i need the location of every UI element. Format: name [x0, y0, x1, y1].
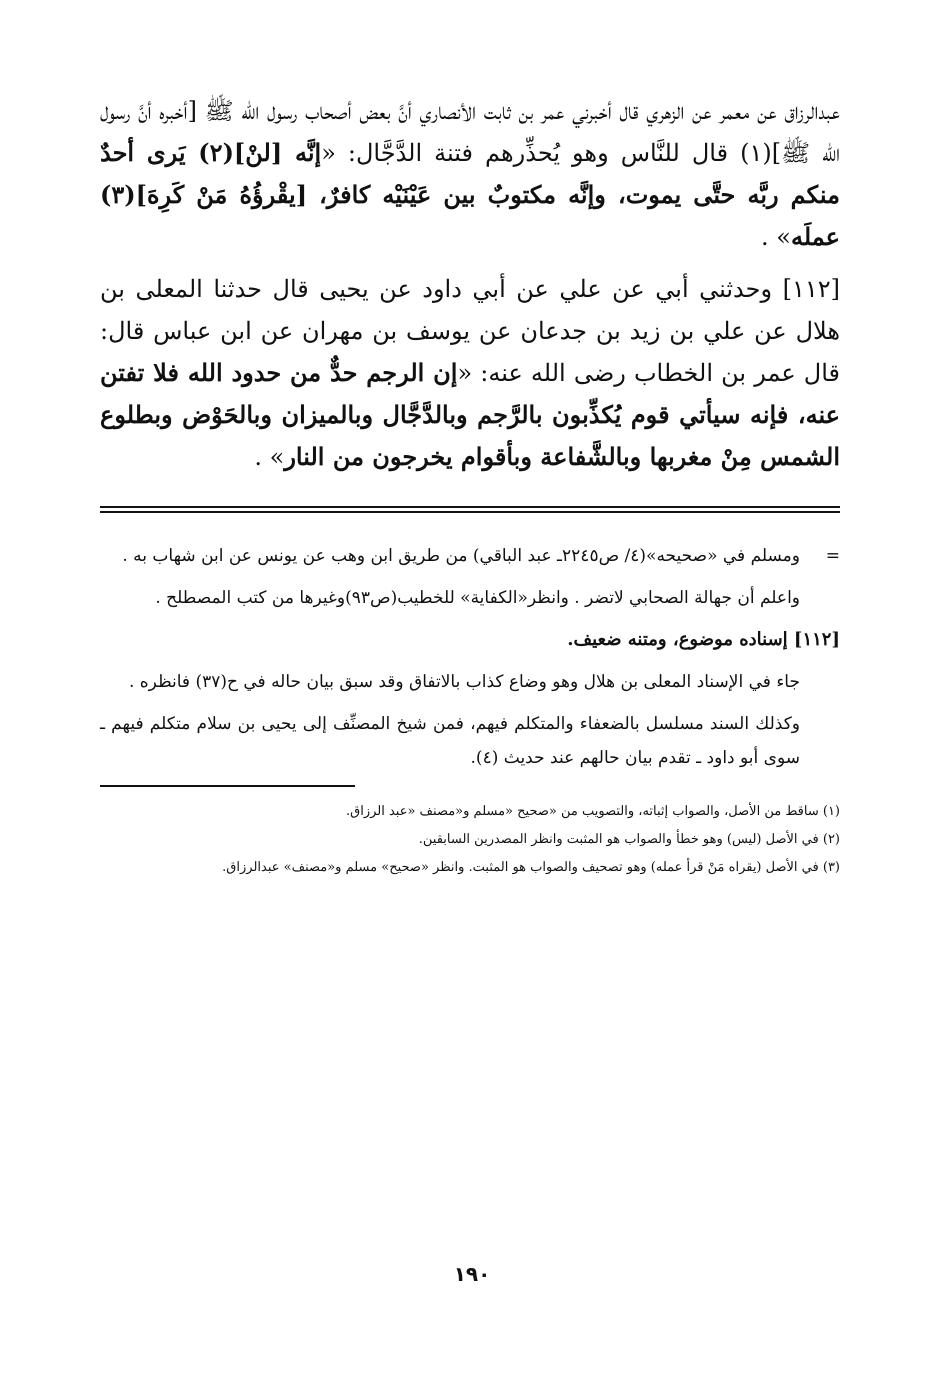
commentary [100, 539, 840, 775]
footnote-2: (٢) في الأصل (ليس) وهو خطأ والصواب هو المثبت وانظر المصدرين السابقين. [418, 832, 840, 847]
hadith-paragraph-2 [100, 268, 840, 478]
footnotes [100, 799, 840, 881]
footnote-1: (١) ساقط من الأصل، والصواب إثباته، والتصويب من «صحيح «مسلم و«مصنف «عبد الرزاق. [345, 804, 840, 819]
commentary-paragraph-4 [100, 707, 840, 775]
hadith-1-matn: إنَّه [لنْ](٢) يَرى أحدٌ منكم ربَّه حتَّى يموت، وإنَّه مكتوبٌ بين عَيْنَيْه كافرٌ، [يقْرؤُهُ مَنْ كَرِهَ](٣) عملَه [100, 138, 840, 251]
hadith-1-chain: عبدالرزاق عن معمر عن الزهري قال أخبرني عمر بن ثابت الأنصاري أنَّ بعض أصحاب رسول الله ﷺ [أخبره أنَّ رسول الله ﷺ](١) قال للنَّاس وهو يُحذِّرهم فتنة الدَّجَّال: « [100, 97, 841, 167]
commentary-continuation [100, 539, 840, 573]
footnote-3: (٣) في الأصل (يقراه مَنْ قرأ عمله) وهو تصحيف والصواب هو المثبت. وانظر «صحيح» مسلم و«مصنف» عبدالرزاق. [222, 860, 840, 875]
commentary-paragraph-3 [100, 665, 840, 699]
hadith-2-chain: [١١٢] وحدثني أبي عن علي عن أبي داود عن يحيى قال حدثنا المعلى بن هلال عن علي بن زيد بن جدعان عن يوسف بن مهران عن ابن عباس قال: قال عمر بن الخطاب رضى الله عنه: « [100, 275, 841, 387]
footnote-divider [100, 785, 355, 787]
continuation-mark: = [825, 546, 840, 566]
hadith-paragraph-1 [100, 90, 840, 258]
main-text [100, 90, 840, 478]
commentary-text-2: واعلم أن جهالة الصحابي لاتضر . وانظر«الكفاية» للخطيب(ص٩٣)وغيرها من كتب المصطلح . [155, 588, 800, 608]
page-number: ١٩٠ [453, 1262, 491, 1286]
commentary-text-1: ومسلم في «صحيحه»(٤/ ص٢٢٤٥ـ عبد الباقي) من طريق ابن وهب عن يونس عن ابن شهاب به . [122, 546, 800, 566]
double-divider [100, 506, 840, 513]
commentary-text-3: جاء في الإسناد المعلى بن هلال وهو وضاع كذاب بالاتفاق وقد سبق بيان حاله في ح(٣٧) فانظره . [128, 672, 800, 692]
commentary-heading: [١١٢] إسناده موضوع، ومتنه ضعيف. [567, 629, 840, 650]
page-body [100, 90, 840, 883]
commentary-paragraph-2 [100, 581, 840, 615]
hadith-2-end: » . [254, 443, 285, 471]
hadith-1-end: » . [761, 223, 791, 251]
hadith-2-matn: إن الرجم حدٌّ من حدود الله فلا تفتن عنه، فإنه سيأتي قوم يُكذِّبون بالرَّجم وبالدَّجَّال وبالميزان وبالحَوْض وبطلوع الشمس مِنْ مغربها وبالشَّفاعة وبأقوام يخرجون من النار [100, 358, 841, 471]
commentary-text-4: وكذلك السند مسلسل بالضعفاء والمتكلم فيهم، فمن شيخ المصنِّف إلى يحيى بن سلام متكلم فيهم ـ سوى أبو داود ـ تقدم بيان حالهم عند حديث (٤). [100, 714, 800, 768]
